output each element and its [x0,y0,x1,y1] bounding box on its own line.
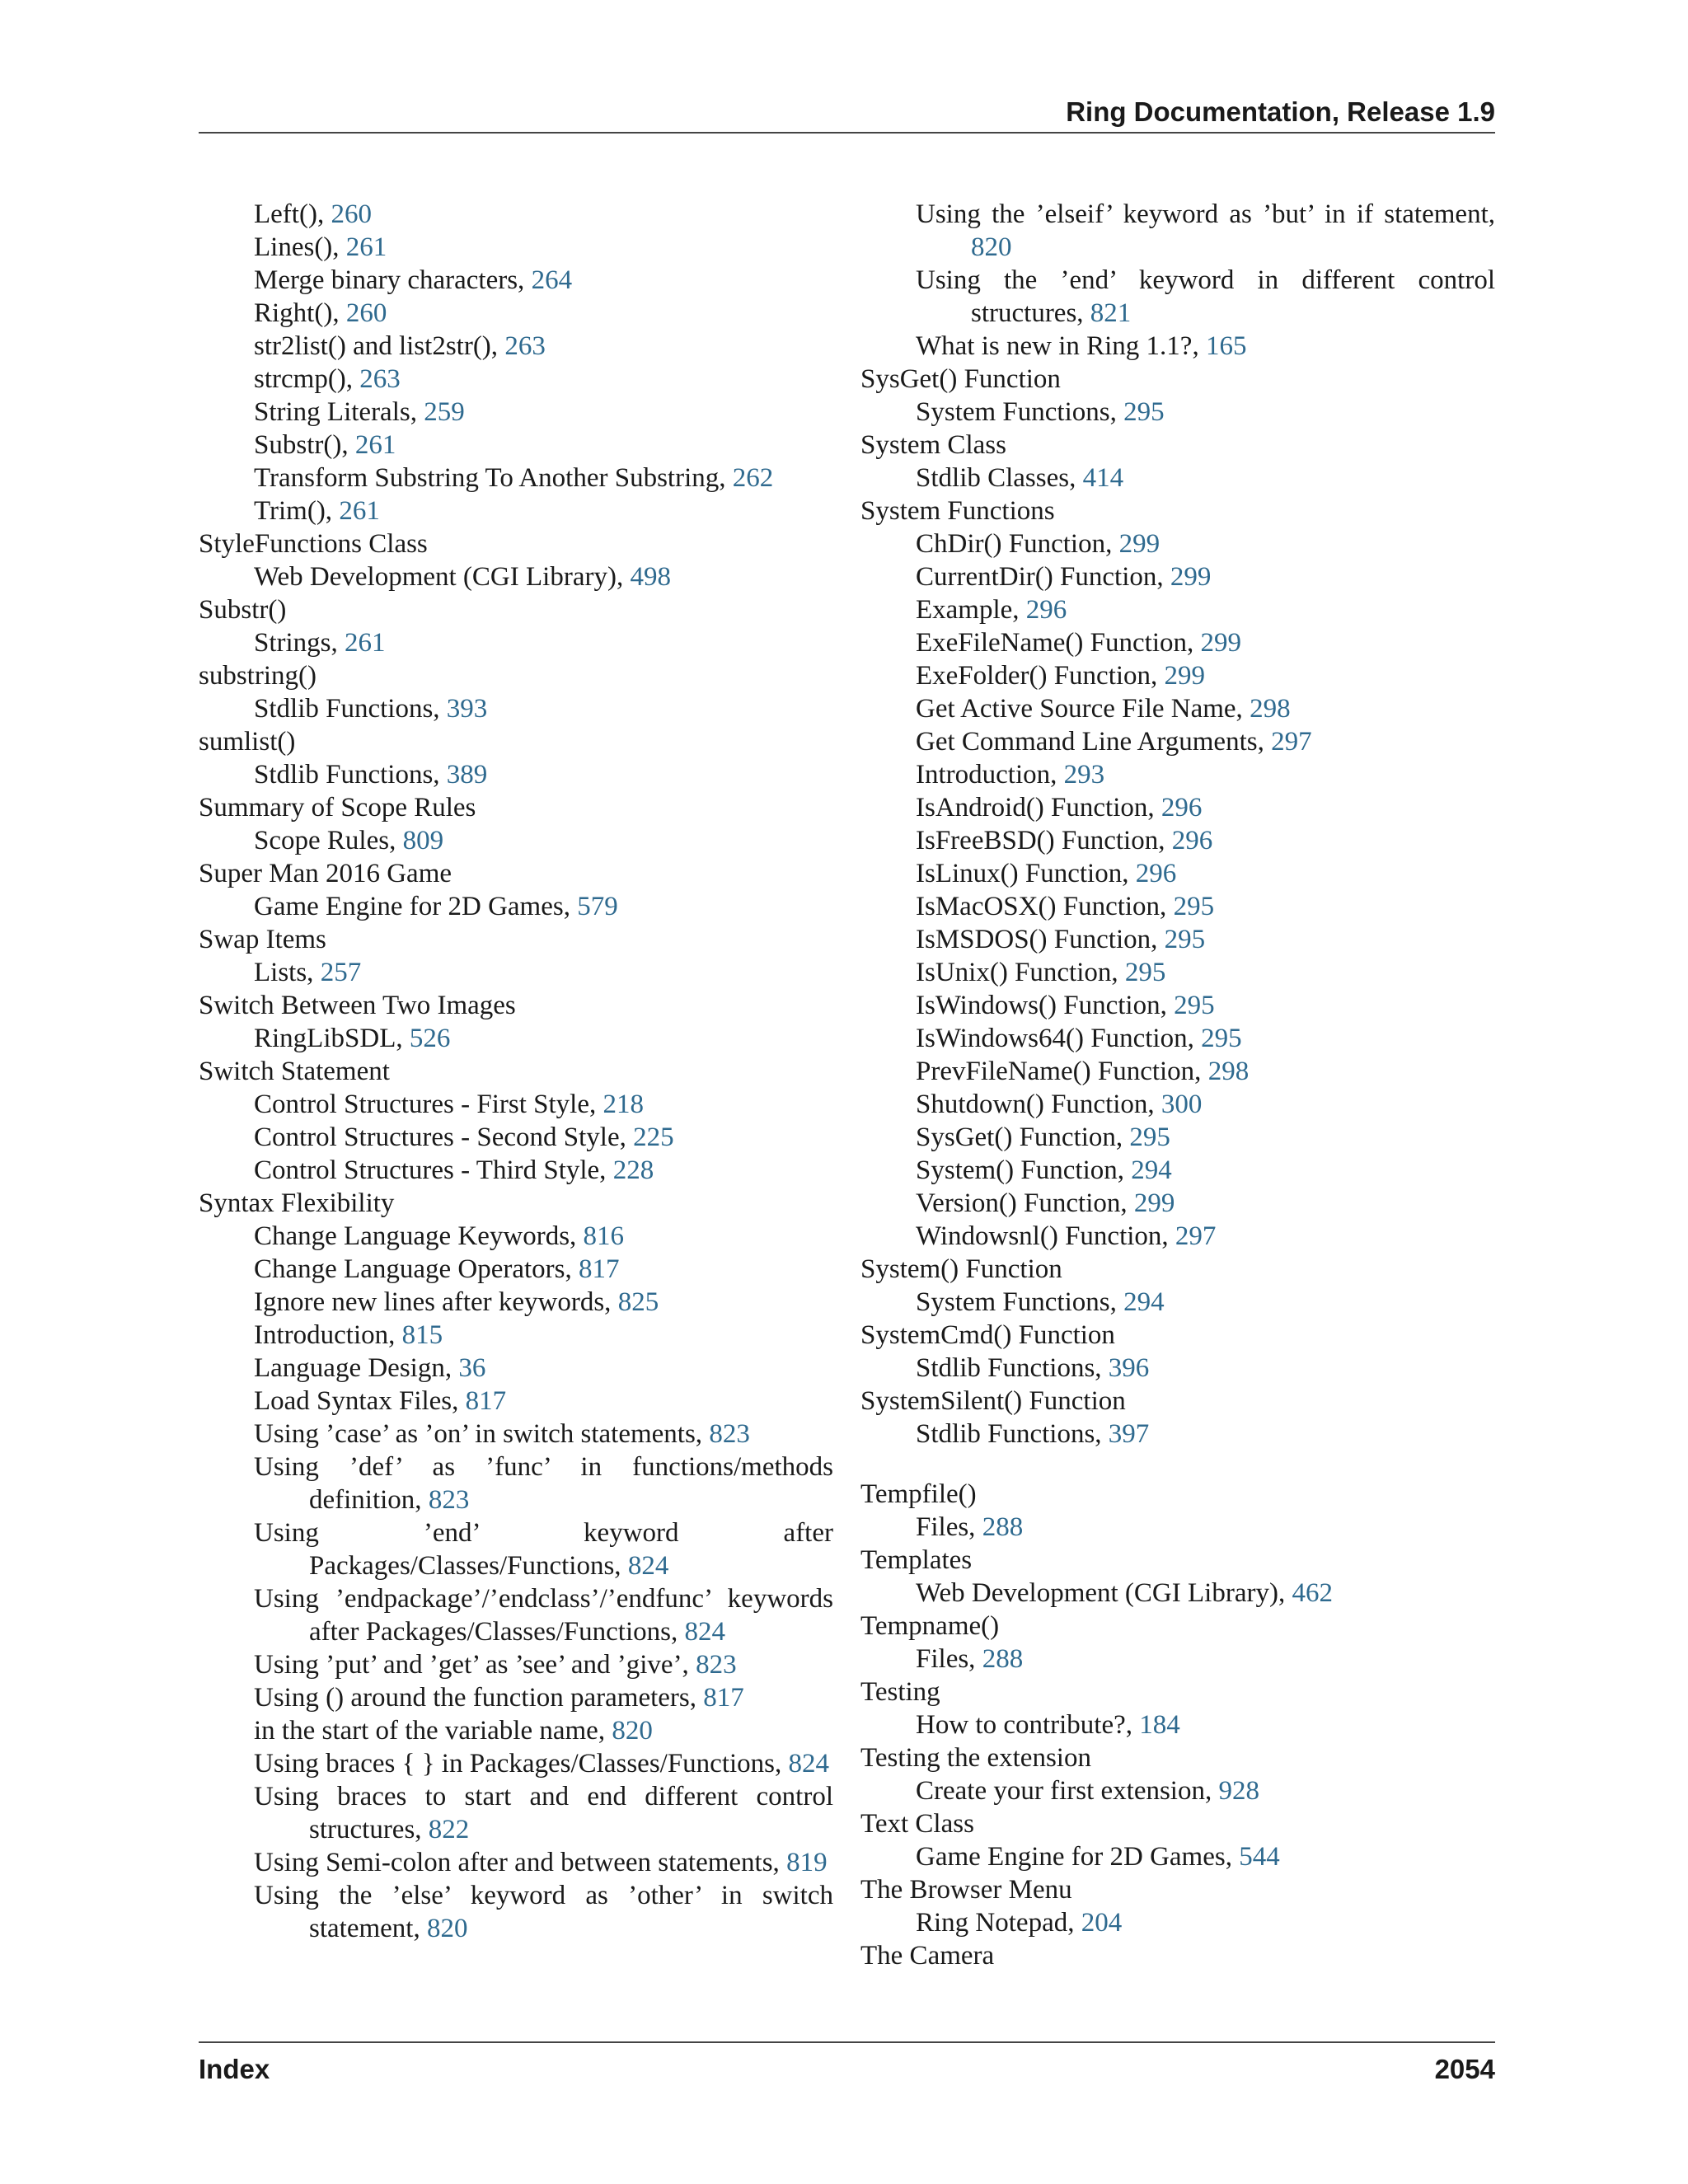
index-entry-label: Using ’put’ and ’get’ as ’see’ and ’give’, [254,1650,696,1680]
index-subentry [199,1154,833,1187]
index-entry-label: Shutdown() Function, [916,1090,1161,1119]
page-reference-link[interactable]: 414 [1082,463,1124,493]
index-subentry [860,1577,1495,1610]
index-subentry [860,758,1495,791]
index-entry-label: Get Active Source File Name, [916,694,1250,724]
index-entry-label: Using ’def’ as ’func’ in functions/methods definition, [254,1452,833,1515]
index-entry-label: Ignore new lines after keywords, [254,1287,618,1317]
index-subentry [199,231,833,264]
index-entry-label: IsMSDOS() Function, [916,925,1165,954]
index-subentry [860,198,1495,264]
index-subentry [199,1451,833,1516]
index-entry-label: PrevFileName() Function, [916,1057,1208,1086]
page-reference-link[interactable]: 299 [1164,661,1206,691]
index-entry-label: Trim(), [254,496,340,526]
page-reference-link[interactable]: 300 [1160,1090,1203,1119]
page-reference-link[interactable]: 821 [1090,298,1132,328]
index-subentry [199,1220,833,1253]
index-entry-label: IsFreeBSD() Function, [916,826,1172,855]
index-subentry [860,1220,1495,1253]
index-term [860,1319,1495,1352]
page-reference-link[interactable]: 462 [1292,1578,1333,1608]
page-reference-link[interactable]: 261 [354,430,396,460]
page-reference-link[interactable]: 296 [1160,793,1203,823]
index-entry-label: IsLinux() Function, [916,859,1136,888]
page-reference-link[interactable]: 184 [1139,1710,1180,1740]
index-entry-label: SysGet() Function [860,364,1061,394]
index-subentry [199,462,833,494]
footer-page-number: 2054 [1434,2054,1495,2084]
index-entry-label: Scope Rules, [254,826,403,855]
index-entry-label: System Functions [860,496,1055,526]
index-entry-label: Using ’endpackage’/’endclass’/’endfunc’ keywords after Packages/Classes/Functions, [254,1584,833,1647]
page-reference-link[interactable]: 264 [531,265,573,295]
index-subentry [860,1906,1495,1939]
index-subentry [860,396,1495,429]
index-entry-label: What is new in Ring 1.1?, [916,331,1206,361]
page-reference-link[interactable]: 228 [612,1155,654,1185]
index-subentry [199,1714,833,1747]
index-subentry [860,1511,1495,1544]
index-entry-label: How to contribute?, [916,1710,1140,1740]
page-reference-link[interactable]: 263 [504,331,546,361]
page-reference-link[interactable]: 165 [1205,331,1247,361]
page-reference-link[interactable]: 299 [1200,628,1242,658]
index-entry-label: Get Command Line Arguments, [916,727,1272,757]
index-entry-label: substring() [199,661,316,691]
index-entry-label: IsMacOSX() Function, [916,892,1174,921]
page-reference-link[interactable]: 260 [345,298,387,328]
index-subentry [199,1681,833,1714]
page-reference-link[interactable]: 820 [426,1914,468,1943]
index-subentry [199,1319,833,1352]
page-reference-link[interactable]: 809 [402,826,444,855]
index-subentry [199,626,833,659]
page-reference-link[interactable]: 293 [1063,760,1105,790]
index-entry-label: ChDir() Function, [916,529,1119,559]
index-entry-label: Right(), [254,298,346,328]
index-subentry [860,989,1495,1022]
page-reference-link[interactable]: 298 [1250,694,1291,724]
index-entry-label: The Browser Menu [860,1875,1072,1905]
index-entry-label: Language Design, [254,1353,459,1383]
index-subentry [199,692,833,725]
index-entry-label: IsWindows64() Function, [916,1024,1202,1053]
index-entry-label: Control Structures - Second Style, [254,1122,634,1152]
index-entry-label: Summary of Scope Rules [199,793,476,823]
page-reference-link[interactable]: 389 [446,760,488,790]
index-entry-label: Switch Between Two Images [199,991,516,1020]
index-subentry [199,1846,833,1879]
index-term [860,1873,1495,1906]
index-subentry [199,429,833,462]
index-subentry [199,1516,833,1582]
page-reference-link[interactable]: 261 [339,496,380,526]
page-reference-link[interactable]: 817 [703,1683,744,1713]
index-entry-label: CurrentDir() Function, [916,562,1170,592]
index-subentry [199,363,833,396]
index-entry-label: Text Class [860,1809,974,1839]
index-entry-label: IsWindows() Function, [916,991,1175,1020]
index-subentry [860,1774,1495,1807]
index-subentry [199,396,833,429]
index-entry-label: Stdlib Functions, [254,760,447,790]
index-term [199,791,833,824]
index-entry-label: Using braces to start and end different control structures, [254,1782,833,1844]
index-entry-label: Using Semi-colon after and between statements, [254,1848,787,1877]
index-entry-label: IsAndroid() Function, [916,793,1161,823]
index-subentry [860,1121,1495,1154]
index-entry-label: Using () around the function parameters, [254,1683,704,1713]
page-reference-link[interactable]: 295 [1173,892,1215,921]
page-footer [199,2041,1495,2089]
page-reference-link[interactable]: 296 [1025,595,1067,625]
page-reference-link[interactable]: 296 [1135,859,1177,888]
index-entry-label: Strings, [254,628,345,658]
index-subentry [199,1385,833,1418]
index-term [860,1610,1495,1643]
index-subentry [860,462,1495,494]
index-subentry [199,1088,833,1121]
index-subentry [199,1286,833,1319]
page-reference-link[interactable]: 824 [627,1551,669,1581]
index-subentry [860,1708,1495,1741]
page-reference-link[interactable]: 294 [1131,1155,1172,1185]
index-subentry [199,956,833,989]
page-reference-link[interactable]: 295 [1201,1024,1242,1053]
page-reference-link[interactable]: 817 [465,1386,507,1416]
index-subentry [860,923,1495,956]
index-entry-label: Syntax Flexibility [199,1188,395,1218]
index-entry-label: Left(), [254,199,331,229]
index-entry-label: Using ’case’ as ’on’ in switch statements, [254,1419,710,1449]
index-entry-label: Files, [916,1644,982,1674]
index-term [199,1055,833,1088]
index-entry-label: System() Function, [916,1155,1132,1185]
index-entry-label: Super Man 2016 Game [199,859,452,888]
index-entry-label: SysGet() Function, [916,1122,1130,1152]
index-subentry [199,1022,833,1055]
index-entry-label: Lists, [254,958,321,987]
index-entry-label: System Functions, [916,1287,1124,1317]
index-subentry [860,1840,1495,1873]
index-term [199,725,833,758]
index-subentry [199,1121,833,1154]
page-reference-link[interactable]: 225 [633,1122,674,1152]
index-entry-label: Using the ’end’ keyword in different control structures, [916,265,1495,328]
index-term [860,1253,1495,1286]
page-reference-link[interactable]: 823 [428,1485,470,1515]
index-term [860,363,1495,396]
page-reference-link[interactable]: 824 [684,1617,725,1647]
page-reference-link[interactable]: 579 [577,892,618,921]
index-subentry [860,659,1495,692]
index-entry-label: Using ’end’ keyword after Packages/Classes/Functions, [254,1518,833,1581]
index-term [860,1741,1495,1774]
index-entry-label: Control Structures - Third Style, [254,1155,613,1185]
page-reference-link[interactable]: 36 [458,1353,486,1383]
index-subentry [199,1582,833,1648]
index-subentry [199,560,833,593]
index-subentry [860,692,1495,725]
index-entry-label: Using the ’else’ keyword as ’other’ in switch statement, [254,1881,833,1943]
index-entry-label: Files, [916,1512,982,1542]
page-reference-link[interactable]: 825 [617,1287,659,1317]
index-term [860,1675,1495,1708]
index-entry-label: Version() Function, [916,1188,1134,1218]
index-entry-label: in the start of the variable name, [254,1716,612,1746]
page-header [199,92,1495,134]
index-term [860,494,1495,527]
index-subentry [199,824,833,857]
page-reference-link[interactable]: 820 [612,1716,653,1746]
index-entry-label: RingLibSDL, [254,1024,410,1053]
index-subentry [860,890,1495,923]
index-subentry [199,264,833,297]
index-entry-label: Change Language Keywords, [254,1221,584,1251]
index-entry-label: Create your first extension, [916,1776,1219,1806]
page-reference-link[interactable]: 288 [982,1512,1024,1542]
page-reference-link[interactable]: 816 [583,1221,625,1251]
index-subentry [860,956,1495,989]
index-entry-label: Testing the extension [860,1743,1091,1773]
index-subentry [199,1253,833,1286]
index-subentry [860,626,1495,659]
index-entry-label: Control Structures - First Style, [254,1090,603,1119]
index-subentry [199,890,833,923]
page-reference-link[interactable]: 823 [696,1650,737,1680]
page-reference-link[interactable]: 288 [982,1644,1024,1674]
index-subentry [860,824,1495,857]
index-subentry [860,857,1495,890]
index-entry-label: Switch Statement [199,1057,390,1086]
index-entry-label: Example, [916,595,1026,625]
index-subentry [199,1418,833,1451]
index-subentry [199,1648,833,1681]
page-reference-link[interactable]: 218 [603,1090,644,1119]
index-entry-label: Introduction, [254,1320,402,1350]
index-term [860,1544,1495,1577]
index-term [199,989,833,1022]
index-entry-label: Testing [860,1677,940,1707]
page-reference-link[interactable]: 297 [1175,1221,1217,1251]
index-subentry [860,330,1495,363]
index-entry-label: StyleFunctions Class [199,529,428,559]
page-reference-link[interactable]: 295 [1164,925,1206,954]
index-term [199,1187,833,1220]
page-reference-link[interactable]: 299 [1133,1188,1175,1218]
page-reference-link[interactable]: 259 [424,397,465,427]
index-entry-label: SystemCmd() Function [860,1320,1115,1350]
index-subentry [860,791,1495,824]
index-entry-label: System() Function [860,1254,1062,1284]
index-subentry [199,1780,833,1846]
index-entry-label: Introduction, [916,760,1064,790]
footer-section-label: Index [199,2054,270,2084]
page-reference-link[interactable]: 819 [786,1848,828,1877]
index-entry-label: Merge binary characters, [254,265,532,295]
index-subentry [199,758,833,791]
index-subentry [860,1055,1495,1088]
index-term [199,659,833,692]
index-entry-label: Windowsnl() Function, [916,1221,1175,1251]
index-subentry [860,1643,1495,1675]
index-subentry [199,494,833,527]
index-entry-label: Templates [860,1545,973,1575]
index-entry-label: strcmp(), [254,364,360,394]
page-reference-link[interactable]: 815 [401,1320,443,1350]
index-subentry [860,725,1495,758]
index-subentry [199,1747,833,1780]
page-reference-link[interactable]: 544 [1239,1842,1280,1872]
page-reference-link[interactable]: 294 [1123,1287,1165,1317]
index-entry-label: Change Language Operators, [254,1254,579,1284]
index-entry-label: Stdlib Functions, [916,1419,1109,1449]
page-reference-link[interactable]: 396 [1108,1353,1150,1383]
index-column-right [860,198,1495,1972]
index-subentry [199,1879,833,1945]
index-entry-label: Substr(), [254,430,355,460]
index-term [199,527,833,560]
index-term [199,593,833,626]
index-subentry [860,1187,1495,1220]
index-entry-label: Tempname() [860,1611,1000,1641]
index-entry-label: Game Engine for 2D Games, [916,1842,1240,1872]
index-subentry [860,1022,1495,1055]
page-reference-link[interactable]: 299 [1118,529,1160,559]
page-reference-link[interactable]: 295 [1124,958,1166,987]
page-reference-link[interactable]: 263 [359,364,401,394]
page-reference-link[interactable]: 817 [579,1254,620,1284]
index-entry-label: Using braces { } in Packages/Classes/Functions, [254,1749,789,1779]
page-reference-link[interactable]: 295 [1129,1122,1170,1152]
index-subentry [860,1286,1495,1319]
index-subentry [860,1418,1495,1451]
page-reference-link[interactable]: 822 [428,1815,470,1844]
index-term [860,1385,1495,1418]
index-entry-label: Substr() [199,595,287,625]
index-subentry [860,560,1495,593]
page-reference-link[interactable]: 298 [1207,1057,1250,1086]
page-reference-link[interactable]: 299 [1170,562,1212,592]
index-entry-label: sumlist() [199,727,296,757]
page-reference-link[interactable]: 295 [1174,991,1215,1020]
index-term [860,1939,1495,1972]
page-reference-link[interactable]: 262 [732,463,774,493]
index-term [199,857,833,890]
index-entry-label: Ring Notepad, [916,1908,1081,1938]
index-entry-label: Lines(), [254,232,346,262]
index-subentry [860,1088,1495,1121]
page-reference-link[interactable]: 257 [320,958,362,987]
index-subentry [199,1352,833,1385]
index-entry-label: Web Development (CGI Library), [254,562,631,592]
page-reference-link[interactable]: 260 [331,199,372,229]
index-entry-label: Load Syntax Files, [254,1386,466,1416]
index-entry-label: Transform Substring To Another Substring, [254,463,733,493]
index-subentry [860,527,1495,560]
page-reference-link[interactable]: 823 [709,1419,750,1449]
index-subentry [860,264,1495,330]
index-entry-label: Stdlib Functions, [916,1353,1109,1383]
page-reference-link[interactable]: 397 [1108,1419,1150,1449]
page-reference-link[interactable]: 393 [446,694,488,724]
index-subentry [199,198,833,231]
index-entry-label: Game Engine for 2D Games, [254,892,578,921]
index-entry-label: System Class [860,430,1006,460]
page-reference-link[interactable]: 824 [788,1749,830,1779]
index-entry-label: ExeFolder() Function, [916,661,1165,691]
index-entry-label: The Camera [860,1941,995,1971]
index-entry-label: Using the ’elseif’ keyword as ’but’ in if statement, [916,199,1495,229]
index-entry-label: IsUnix() Function, [916,958,1125,987]
index-entry-label: Stdlib Functions, [254,694,447,724]
page-reference-link[interactable]: 928 [1218,1776,1259,1806]
index-entry-label: str2list() and list2str(), [254,331,505,361]
index-entry-label: Swap Items [199,925,326,954]
index-term [199,923,833,956]
index-entry-label: Tempfile() [860,1479,977,1509]
index-subentry [199,297,833,330]
page-reference-link[interactable]: 296 [1171,826,1213,855]
index-term [860,1807,1495,1840]
index-entry-label: String Literals, [254,397,424,427]
index-subentry [860,1352,1495,1385]
page-reference-link[interactable]: 204 [1081,1908,1123,1938]
document-title: Ring Documentation, Release 1.9 [1066,96,1495,127]
page-reference-link[interactable]: 297 [1271,727,1312,757]
index-subentry [860,593,1495,626]
index-entry-label: ExeFileName() Function, [916,628,1201,658]
index-term [860,429,1495,462]
page-reference-link[interactable]: 498 [630,562,671,592]
page-reference-link[interactable]: 820 [971,232,1012,262]
page-reference-link[interactable]: 261 [345,232,387,262]
page-reference-link[interactable]: 295 [1123,397,1165,427]
index-column-left [199,198,833,1945]
page-reference-link[interactable]: 526 [409,1024,451,1053]
index-entry-label: System Functions, [916,397,1124,427]
index-subentry [199,330,833,363]
index-entry-label: SystemSilent() Function [860,1386,1126,1416]
index-entry-label: Web Development (CGI Library), [916,1578,1292,1608]
index-subentry [860,1154,1495,1187]
index-entry-label: Stdlib Classes, [916,463,1083,493]
page-reference-link[interactable]: 261 [345,628,386,658]
index-term [860,1478,1495,1511]
